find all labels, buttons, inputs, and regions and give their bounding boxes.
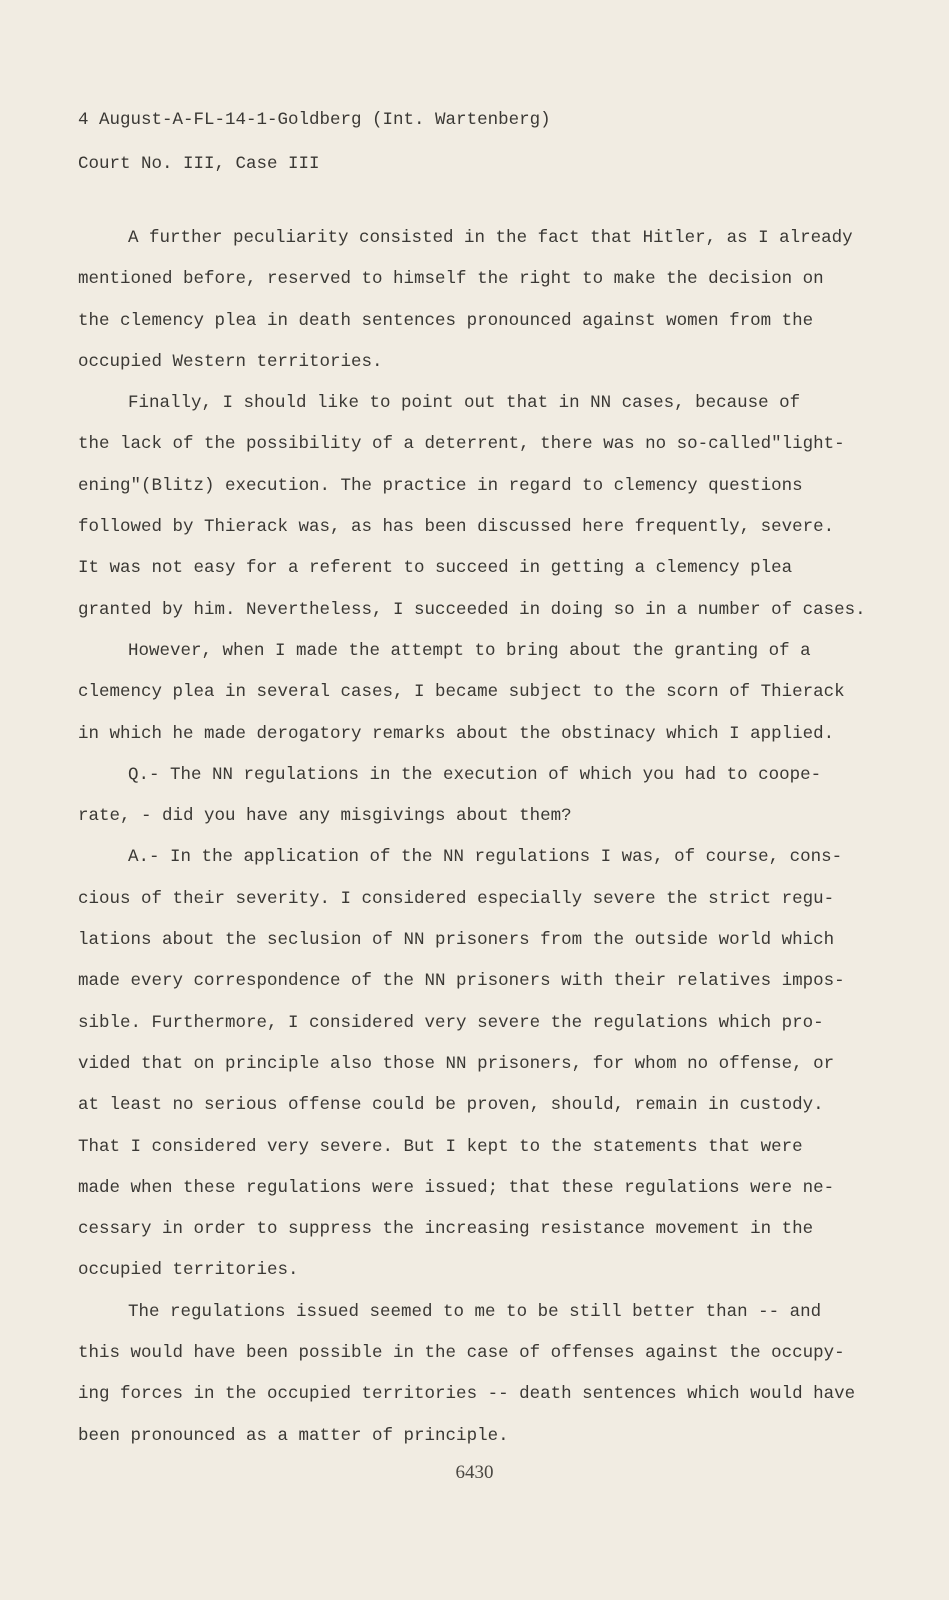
text-line: vided that on principle also those NN prisoners, for whom no offense, or [78, 1053, 835, 1074]
text-line: A.- In the application of the NN regulations I was, of course, cons- [128, 847, 843, 868]
text-line: ing forces in the occupied territories -- death sentences which would have [78, 1384, 856, 1405]
text-line: clemency plea in several cases, I became subject to the scorn of Thierack [78, 682, 845, 703]
text-line: made every correspondence of the NN prisoners with their relatives impos- [78, 971, 845, 992]
text-line: Q.- The NN regulations in the execution of which you had to coope- [128, 764, 822, 785]
text-line: granted by him. Nevertheless, I succeeded in doing so in a number of cases. [78, 599, 866, 620]
text-line: It was not easy for a referent to succeed in getting a clemency plea [78, 558, 793, 579]
text-line: rate, - did you have any misgivings about them? [78, 806, 572, 827]
text-line: A further peculiarity consisted in the fact that Hitler, as I already [128, 228, 853, 248]
text-line: That I considered very severe. But I kept to the statements that were [78, 1136, 803, 1157]
text-line: occupied Western territories. [78, 351, 383, 372]
text-line: occupied territories. [78, 1260, 299, 1281]
header-line-2: Court No. III, Case III [78, 154, 320, 174]
text-line: mentioned before, reserved to himself the right to make the decision on [78, 269, 824, 290]
text-line: However, when I made the attempt to bring about the granting of a [128, 640, 811, 661]
text-line: Finally, I should like to point out that in NN cases, because of [128, 393, 801, 414]
text-line: been pronounced as a matter of principle. [78, 1425, 509, 1446]
page-number: 6430 [455, 1462, 494, 1483]
text-line: cious of their severity. I considered especially severe the strict regu- [78, 888, 835, 909]
text-line: ening"(Blitz) execution. The practice in regard to clemency questions [78, 475, 803, 496]
text-line: at least no serious offense could be proven, should, remain in custody. [78, 1095, 824, 1116]
text-line: the clemency plea in death sentences pronounced against women from the [78, 310, 814, 331]
text-line: made when these regulations were issued; that these regulations were ne- [78, 1177, 835, 1198]
text-line: followed by Thierack was, as has been discussed here frequently, severe. [78, 517, 835, 538]
text-line: sible. Furthermore, I considered very severe the regulations which pro- [78, 1012, 824, 1033]
text-line: cessary in order to suppress the increasing resistance movement in the [78, 1219, 814, 1240]
text-line: the lack of the possibility of a deterrent, there was no so-called"light- [78, 434, 845, 455]
text-line: this would have been possible in the case of offenses against the occupy- [78, 1343, 845, 1364]
text-line: The regulations issued seemed to me to be still better than -- and [128, 1301, 822, 1322]
text-line: in which he made derogatory remarks about the obstinacy which I applied. [78, 723, 835, 744]
transcript-body [78, 218, 866, 1457]
document-header [78, 98, 551, 186]
text-line: lations about the seclusion of NN prisoners from the outside world which [78, 930, 835, 951]
header-line-1: 4 August-A-FL-14-1-Goldberg (Int. Wartenberg) [78, 110, 551, 130]
